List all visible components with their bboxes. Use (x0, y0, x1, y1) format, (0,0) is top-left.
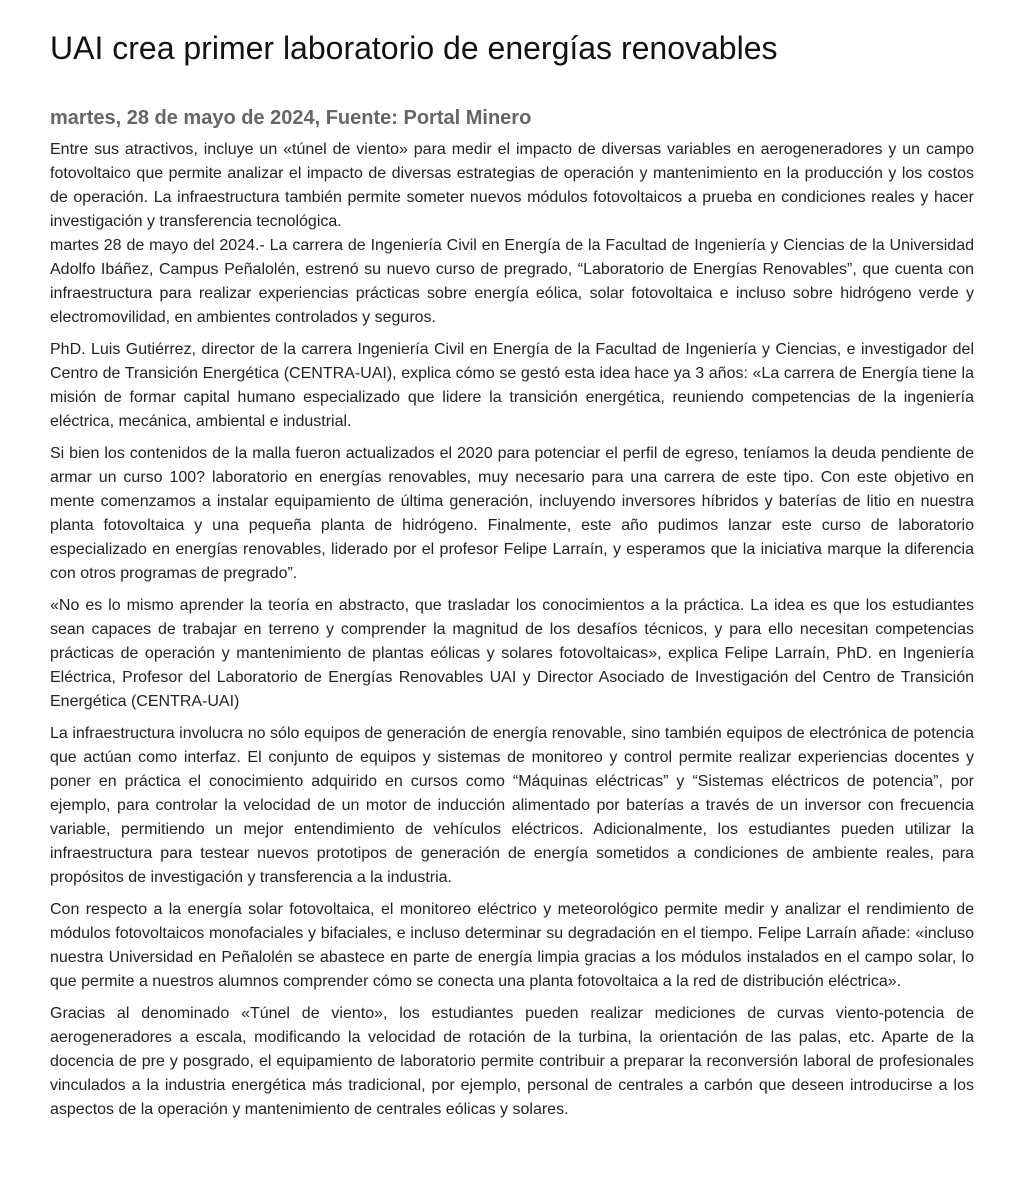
article-paragraph: PhD. Luis Gutiérrez, director de la carrera Ingeniería Civil en Energía de la Facultad de Ingeniería y Ciencias, e investigador del Centro de Transición Energética (CENTRA-UAI), explica cómo se gestó esta idea hace ya 3 años: «La carrera de Energía tiene la misión de formar capital humano especializado que lidere la transición energética, reuniendo competencias de la ingeniería eléctrica, mecánica, ambiental e industrial. (50, 341, 974, 430)
article-paragraph: «No es lo mismo aprender la teoría en abstracto, que trasladar los conocimientos a la práctica. La idea es que los estudiantes sean capaces de trabajar en terreno y comprender la magnitud de los desafíos técnicos, y para ello necesitan competencias prácticas de operación y mantenimiento de plantas eólicas y solares fotovoltaicas», explica Felipe Larraín, PhD. en Ingeniería Eléctrica, Profesor del Laboratorio de Energías Renovables UAI y Director Asociado de Investigación del Centro de Transición Energética (CENTRA-UAI) (50, 597, 974, 710)
article-lead: Entre sus atractivos, incluye un «túnel de viento» para medir el impacto de diversas variables en aerogeneradores y un campo fotovoltaico que permite analizar el impacto de diversas estrategias de operación y mantenimiento en la producción y los costos de operación. La infraestructura también permite someter nuevos módulos fotovoltaicos a prueba en condiciones reales y hacer investigación y transferencia tecnológica. (50, 141, 974, 230)
article-paragraph: Si bien los contenidos de la malla fueron actualizados el 2020 para potenciar el perfil de egreso, teníamos la deuda pendiente de armar un curso 100? laboratorio en energías renovables, muy necesario para una carrera de este tipo. Con este objetivo en mente comenzamos a instalar equipamiento de última generación, incluyendo inversores híbridos y baterías de litio en nuestra planta fotovoltaica y una pequeña planta de hidrógeno. Finalmente, este año pudimos lanzar este curso de laboratorio especializado en energías renovables, liderado por el profesor Felipe Larraín, y esperamos que la iniciativa marque la diferencia con otros programas de pregrado”. (50, 445, 974, 582)
article-paragraph: Con respecto a la energía solar fotovoltaica, el monitoreo eléctrico y meteorológico permite medir y analizar el rendimiento de módulos fotovoltaicos monofaciales y bifaciales, e incluso determinar su degradación en el tiempo. Felipe Larraín añade: «incluso nuestra Universidad en Peñalolén se abastece en parte de energía limpia gracias a los módulos instalados en el campo solar, lo que permite a nuestros alumnos comprender cómo se conecta una planta fotovoltaica a la red de distribución eléctrica». (50, 901, 974, 990)
article-intro: martes 28 de mayo del 2024.- La carrera de Ingeniería Civil en Energía de la Facultad de Ingeniería y Ciencias de la Universidad Adolfo Ibáñez, Campus Peñalolén, estrenó su nuevo curso de pregrado, “Laboratorio de Energías Renovables”, que cuenta con infraestructura para realizar experiencias prácticas sobre energía eólica, solar fotovoltaica e incluso sobre hidrógeno verde y electromovilidad, en ambientes controlados y seguros. (50, 237, 974, 326)
article-paragraph: La infraestructura involucra no sólo equipos de generación de energía renovable, sino también equipos de electrónica de potencia que actúan como interfaz. El conjunto de equipos y sistemas de monitoreo y control permite realizar experiencias docentes y poner en práctica el conocimiento adquirido en cursos como “Máquinas eléctricas” y “Sistemas eléctricos de potencia”, por ejemplo, para controlar la velocidad de un motor de inducción alimentado por baterías a través de un inversor con frecuencia variable, permitiendo un mejor entendimiento de vehículos eléctricos. Adicionalmente, los estudiantes pueden utilizar la infraestructura para testear nuevos prototipos de generación de energía sometidos a condiciones de ambiente reales, para propósitos de investigación y transferencia a la industria. (50, 725, 974, 886)
article-lead-block (50, 138, 974, 330)
article-date-source: martes, 28 de mayo de 2024, Fuente: Portal Minero (50, 107, 532, 129)
article-body (50, 138, 974, 1122)
article-paragraph: Gracias al denominado «Túnel de viento», los estudiantes pueden realizar mediciones de curvas viento-potencia de aerogeneradores a escala, modificando la velocidad de rotación de la turbina, la orientación de las palas, etc. Aparte de la docencia de pre y posgrado, el equipamiento de laboratorio permite contribuir a preparar la reconversión laboral de profesionales vinculados a la industria energética más tradicional, por ejemplo, personal de centrales a carbón que deseen introducirse a los aspectos de la operación y mantenimiento de centrales eólicas y solares. (50, 1005, 974, 1118)
article-title: UAI crea primer laboratorio de energías renovables (50, 30, 778, 66)
